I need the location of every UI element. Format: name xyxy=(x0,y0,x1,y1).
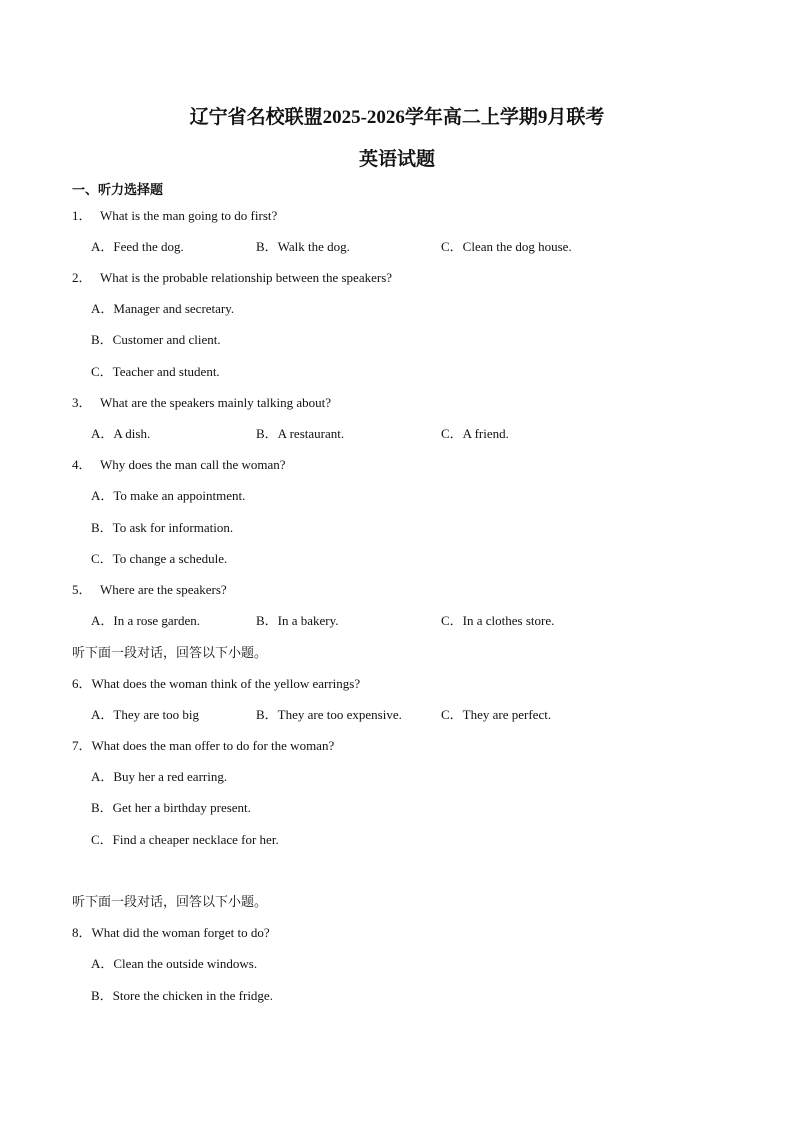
question-1 xyxy=(72,207,277,225)
question-number: 3． xyxy=(72,395,92,410)
question-6-option-c: C．They are perfect. xyxy=(441,707,552,722)
question-7-option-a: A．Buy her a red earring. xyxy=(91,769,228,784)
question-number: 8． xyxy=(72,925,92,940)
question-number: 4． xyxy=(72,457,92,472)
question-7-option-b: B．Get her a birthday present. xyxy=(91,800,251,815)
question-2-option-a: A．Manager and secretary. xyxy=(91,301,235,316)
question-5 xyxy=(72,581,227,599)
question-4-option-b: B．To ask for information. xyxy=(91,520,234,535)
question-2 xyxy=(72,269,392,287)
question-5-option-c: C．In a clothes store. xyxy=(441,613,555,628)
question-text: What does the man offer to do for the woman? xyxy=(91,738,335,753)
question-text: Where are the speakers? xyxy=(100,582,227,597)
question-8-option-b: B．Store the chicken in the fridge. xyxy=(91,988,273,1003)
question-text: What does the woman think of the yellow earrings? xyxy=(91,676,361,691)
question-2-option-b: B．Customer and client. xyxy=(91,332,221,347)
question-text: What is the man going to do first? xyxy=(100,208,278,223)
question-3-option-b: B．A restaurant. xyxy=(256,426,345,441)
question-5-option-a: A．In a rose garden. xyxy=(91,613,201,628)
question-number: 6． xyxy=(72,676,92,691)
question-3-option-a: A．A dish. xyxy=(91,426,151,441)
question-6-option-a: A．They are too big xyxy=(91,707,199,722)
question-6-option-b: B．They are too expensive. xyxy=(256,707,402,722)
question-text: What are the speakers mainly talking about? xyxy=(100,395,332,410)
question-4 xyxy=(72,456,286,474)
question-4-option-a: A．To make an appointment. xyxy=(91,488,246,503)
section-heading: 一、听力选择题 xyxy=(72,182,164,197)
question-8-option-a: A．Clean the outside windows. xyxy=(91,956,258,971)
question-1-option-c: C．Clean the dog house. xyxy=(441,239,572,254)
question-text: What did the woman forget to do? xyxy=(91,925,270,940)
question-1-option-a: A．Feed the dog. xyxy=(91,239,184,254)
question-3-option-c: C．A friend. xyxy=(441,426,509,441)
question-4-option-c: C．To change a schedule. xyxy=(91,551,228,566)
question-number: 1． xyxy=(72,208,92,223)
question-text: Why does the man call the woman? xyxy=(100,457,286,472)
question-5-option-b: B．In a bakery. xyxy=(256,613,339,628)
dialogue-instruction: 听下面一段对话，回答以下小题。 xyxy=(72,894,268,909)
dialogue-instruction: 听下面一段对话，回答以下小题。 xyxy=(72,645,268,660)
exam-subtitle: 英语试题 xyxy=(358,149,435,170)
question-3 xyxy=(72,394,331,412)
question-7-option-c: C．Find a cheaper necklace for her. xyxy=(91,832,279,847)
question-1-option-b: B．Walk the dog. xyxy=(256,239,350,254)
question-2-option-c: C．Teacher and student. xyxy=(91,364,220,379)
exam-title: 辽宁省名校联盟2025-2026学年高二上学期9月联考 xyxy=(189,107,605,128)
question-number: 5． xyxy=(72,582,92,597)
question-number: 2． xyxy=(72,270,92,285)
question-number: 7． xyxy=(72,738,92,753)
question-6 xyxy=(72,675,360,693)
question-7 xyxy=(72,737,334,755)
question-text: What is the probable relationship between the speakers? xyxy=(100,270,393,285)
question-8 xyxy=(72,924,270,942)
